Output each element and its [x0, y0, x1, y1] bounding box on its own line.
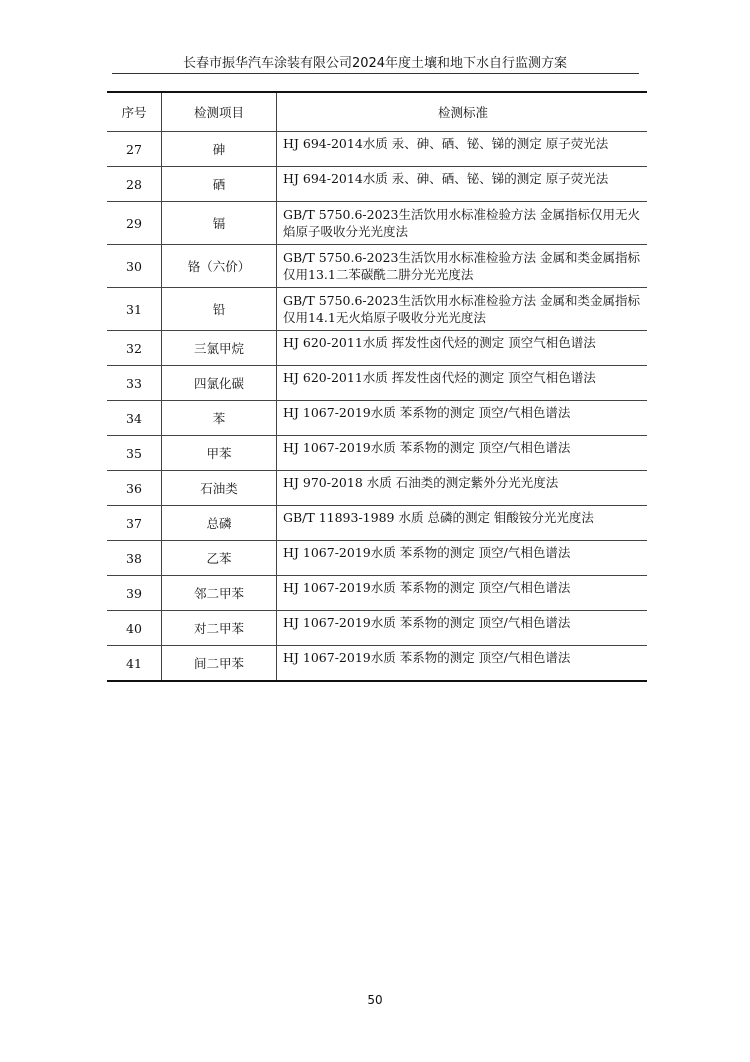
test-standard-cell: HJ 1067-2019水质 苯系物的测定 顶空/气相色谱法 — [277, 611, 648, 646]
table-row — [107, 401, 647, 436]
table-row — [107, 331, 647, 366]
test-standard-cell: HJ 970-2018 水质 石油类的测定紫外分光光度法 — [277, 471, 648, 506]
test-standard-cell: GB/T 5750.6-2023生活饮用水标准检验方法 金属指标仅用无火焰原子吸收分光光度法 — [277, 202, 648, 245]
table-row — [107, 245, 647, 288]
table-row — [107, 541, 647, 576]
test-item-cell: 石油类 — [162, 471, 277, 506]
row-number-cell: 28 — [107, 167, 162, 202]
row-number-cell: 31 — [107, 288, 162, 331]
test-standard-cell: HJ 1067-2019水质 苯系物的测定 顶空/气相色谱法 — [277, 646, 648, 682]
row-number-cell: 30 — [107, 245, 162, 288]
test-item-cell: 甲苯 — [162, 436, 277, 471]
table-row — [107, 366, 647, 401]
row-number-cell: 40 — [107, 611, 162, 646]
table-row — [107, 646, 647, 682]
test-item-cell: 砷 — [162, 132, 277, 167]
row-number-cell: 39 — [107, 576, 162, 611]
table-row — [107, 611, 647, 646]
row-number-cell: 27 — [107, 132, 162, 167]
test-item-cell: 三氯甲烷 — [162, 331, 277, 366]
test-standard-cell: HJ 1067-2019水质 苯系物的测定 顶空/气相色谱法 — [277, 541, 648, 576]
table-row — [107, 132, 647, 167]
column-header-item: 检测项目 — [162, 92, 277, 132]
test-standard-cell: HJ 1067-2019水质 苯系物的测定 顶空/气相色谱法 — [277, 576, 648, 611]
test-item-cell: 硒 — [162, 167, 277, 202]
test-standard-cell: HJ 694-2014水质 汞、砷、硒、铋、锑的测定 原子荧光法 — [277, 167, 648, 202]
table-row — [107, 167, 647, 202]
row-number-cell: 35 — [107, 436, 162, 471]
test-item-cell: 对二甲苯 — [162, 611, 277, 646]
test-item-cell: 乙苯 — [162, 541, 277, 576]
table-row — [107, 506, 647, 541]
test-item-cell: 四氯化碳 — [162, 366, 277, 401]
row-number-cell: 29 — [107, 202, 162, 245]
test-standard-cell: GB/T 5750.6-2023生活饮用水标准检验方法 金属和类金属指标仅用14.1无火焰原子吸收分光光度法 — [277, 288, 648, 331]
standards-table — [107, 91, 647, 682]
table-row — [107, 288, 647, 331]
test-item-cell: 苯 — [162, 401, 277, 436]
row-number-cell: 41 — [107, 646, 162, 682]
row-number-cell: 36 — [107, 471, 162, 506]
row-number-cell: 32 — [107, 331, 162, 366]
row-number-cell: 33 — [107, 366, 162, 401]
test-item-cell: 间二甲苯 — [162, 646, 277, 682]
column-header-number: 序号 — [107, 92, 162, 132]
page-number: 50 — [367, 993, 383, 1007]
test-standard-cell: HJ 1067-2019水质 苯系物的测定 顶空/气相色谱法 — [277, 436, 648, 471]
page-header-title: 长春市振华汽车涂装有限公司2024年度土壤和地下水自行监测方案 — [182, 56, 568, 71]
table-header-row — [107, 92, 647, 132]
row-number-cell: 37 — [107, 506, 162, 541]
column-header-standard: 检测标准 — [277, 92, 648, 132]
row-number-cell: 38 — [107, 541, 162, 576]
table-row — [107, 202, 647, 245]
table-row — [107, 471, 647, 506]
test-item-cell: 邻二甲苯 — [162, 576, 277, 611]
test-item-cell: 镉 — [162, 202, 277, 245]
table-row — [107, 576, 647, 611]
row-number-cell: 34 — [107, 401, 162, 436]
header-divider — [112, 73, 639, 74]
table-row — [107, 436, 647, 471]
test-standard-cell: GB/T 5750.6-2023生活饮用水标准检验方法 金属和类金属指标仅用13.1二苯碳酰二肼分光光度法 — [277, 245, 648, 288]
test-item-cell: 铅 — [162, 288, 277, 331]
test-item-cell: 总磷 — [162, 506, 277, 541]
test-item-cell: 铬（六价） — [162, 245, 277, 288]
test-standard-cell: HJ 694-2014水质 汞、砷、硒、铋、锑的测定 原子荧光法 — [277, 132, 648, 167]
test-standard-cell: HJ 620-2011水质 挥发性卤代烃的测定 顶空气相色谱法 — [277, 331, 648, 366]
test-standard-cell: HJ 620-2011水质 挥发性卤代烃的测定 顶空气相色谱法 — [277, 366, 648, 401]
table-body — [107, 132, 647, 682]
test-standard-cell: GB/T 11893-1989 水质 总磷的测定 钼酸铵分光光度法 — [277, 506, 648, 541]
test-standard-cell: HJ 1067-2019水质 苯系物的测定 顶空/气相色谱法 — [277, 401, 648, 436]
